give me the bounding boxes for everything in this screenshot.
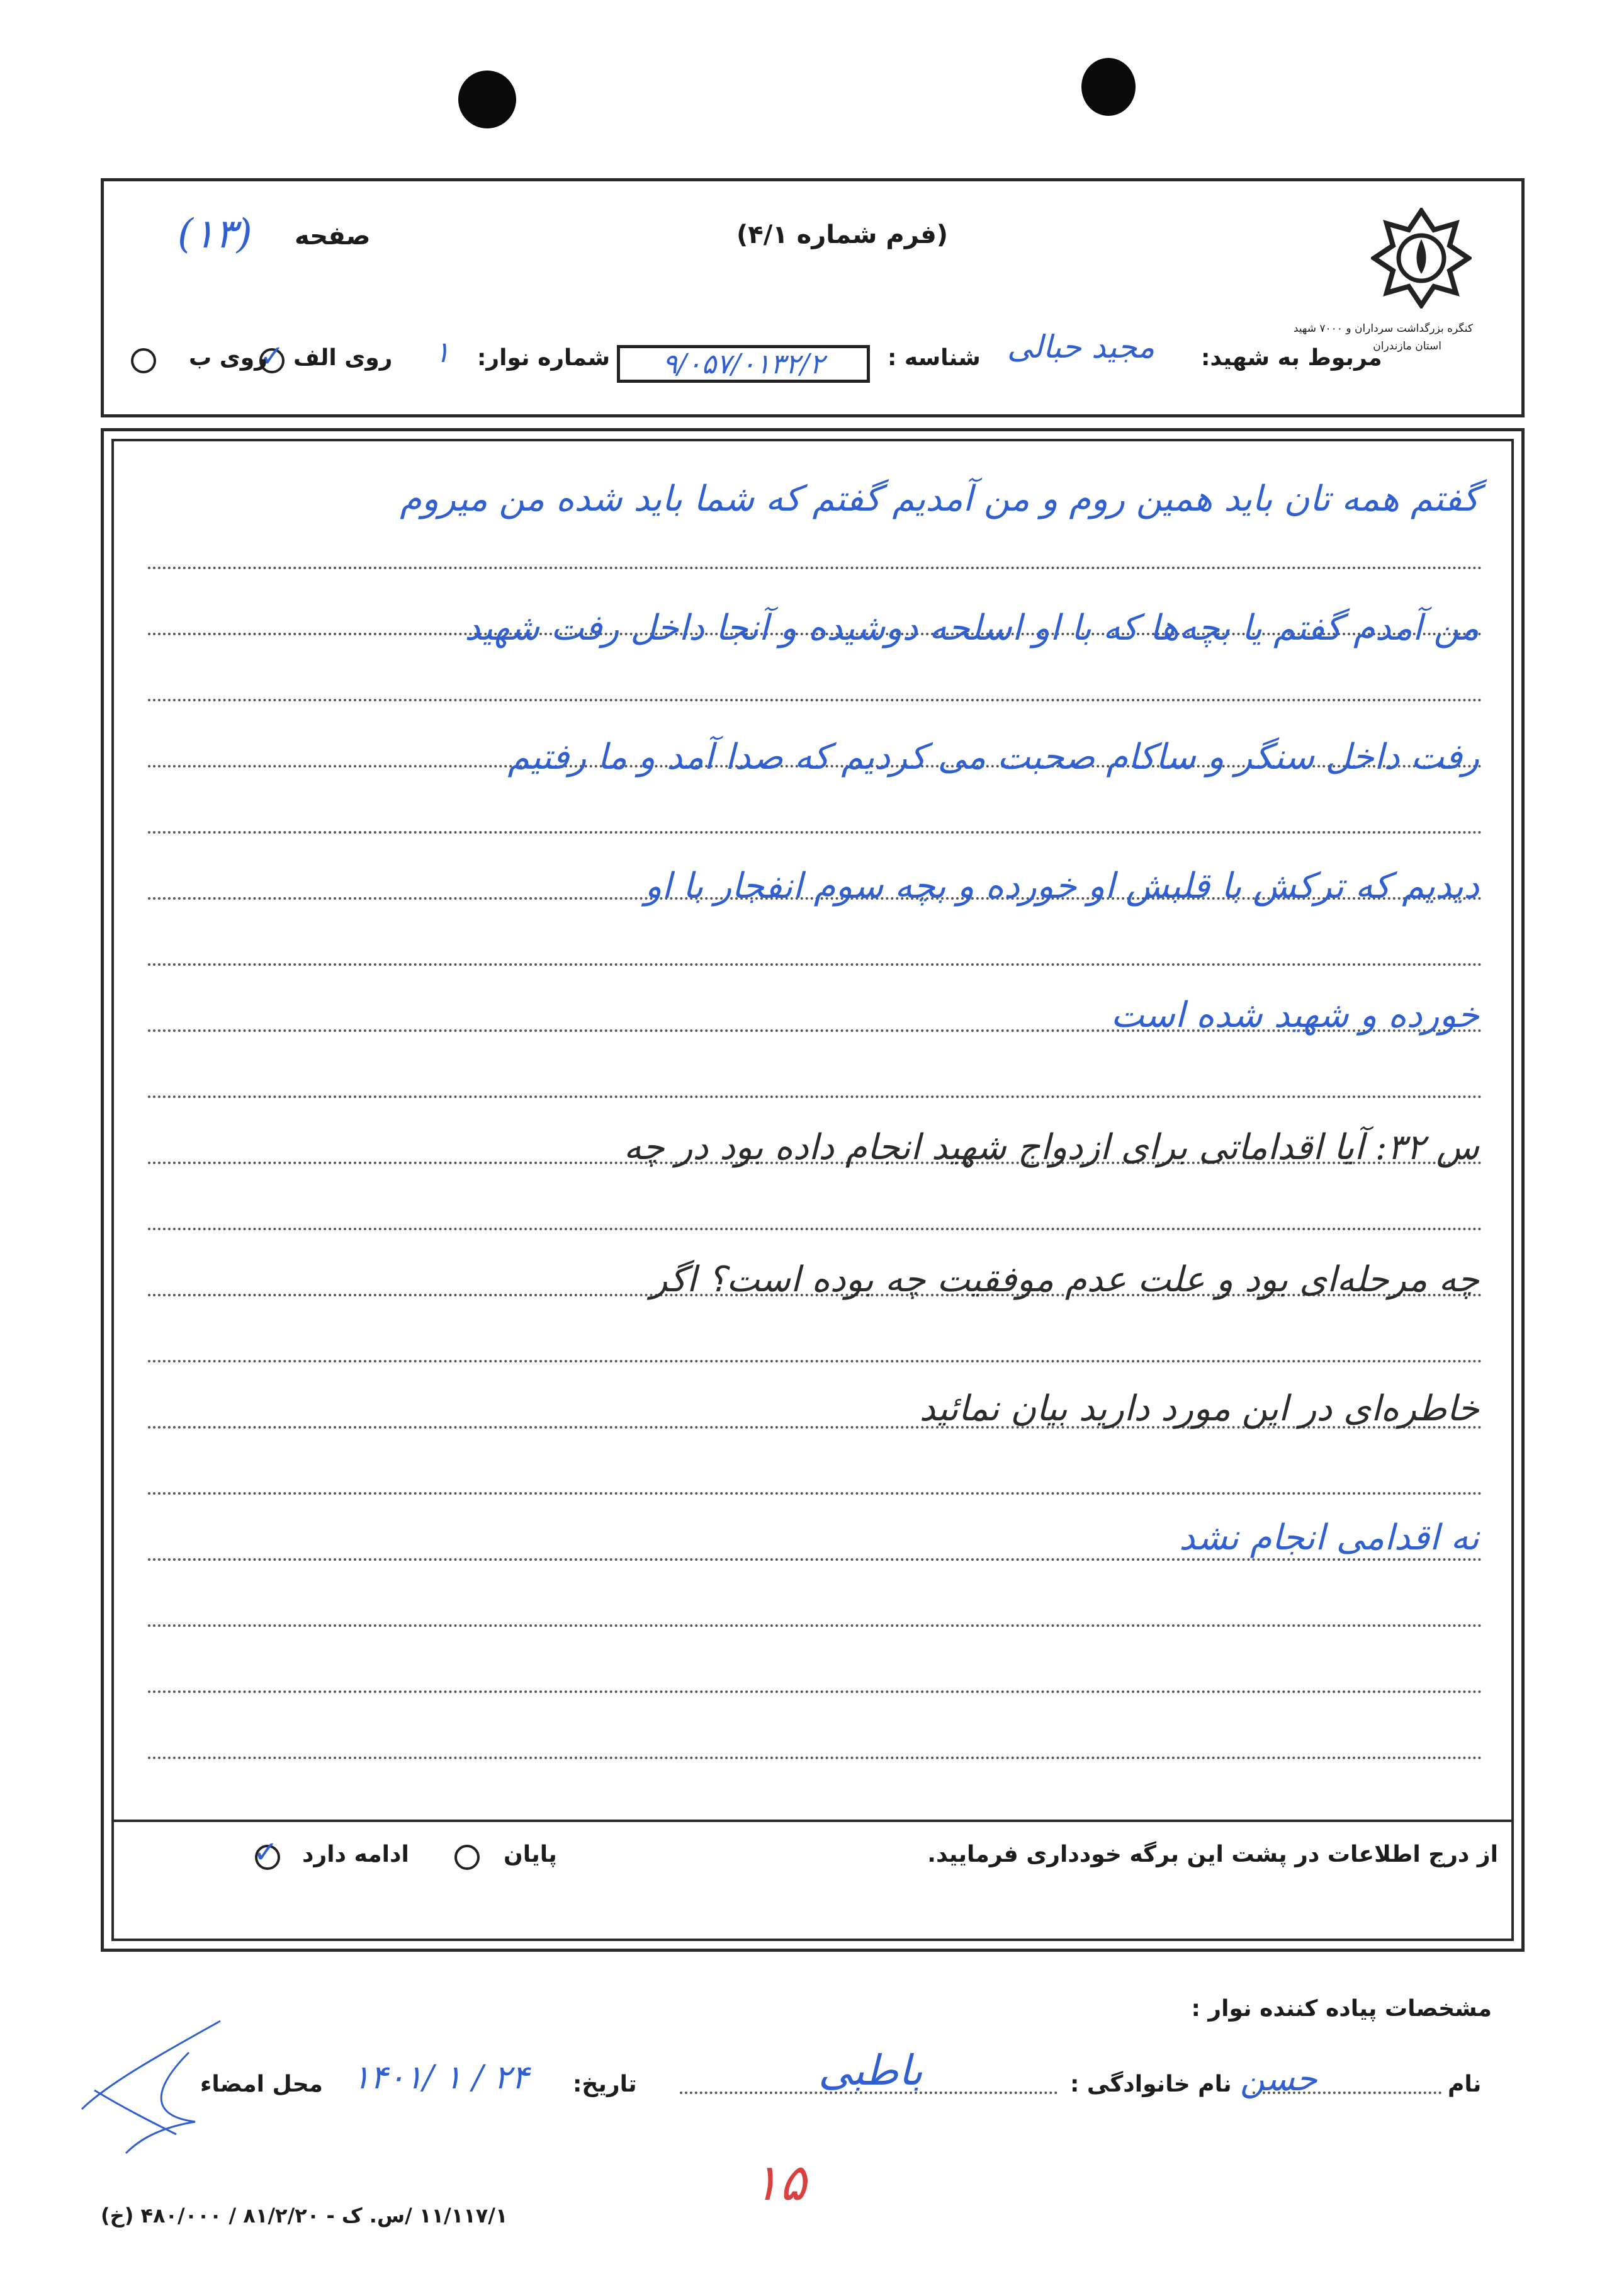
org-name-line2: استان مازندران	[1373, 340, 1441, 353]
family-label: نام خانوادگی :	[1070, 2071, 1232, 2097]
side-a-check-icon: ✓	[259, 339, 285, 374]
rule-line	[148, 831, 1482, 834]
rule-line	[148, 1558, 1482, 1561]
family-value: باطبی	[818, 2046, 923, 2095]
transcriber-title: مشخصات پیاده کننده نوار :	[1191, 1996, 1492, 2022]
page-mark: ۱۵	[752, 2153, 806, 2212]
continue-check-icon: ✓	[253, 1835, 279, 1870]
rule-line	[148, 1360, 1482, 1362]
body-line: خاطره‌ای در این مورد دارید بیان نمائید	[919, 1388, 1479, 1429]
body-line: گفتم همه‌ تان باید همین روم و من آمدیم گفتم که شما باید شده من میروم	[400, 478, 1479, 519]
tape-label: شماره نوار:	[477, 345, 611, 371]
org-name-line1: کنگره بزرگداشت سرداران و ۷۰۰۰ شهید	[1293, 322, 1473, 335]
date-value: ۱۴۰۱/ ۱ / ۲۴	[352, 2059, 529, 2097]
no-back-notice: از درج اطلاعات در پشت این برگه خودداری فرمایید.	[927, 1842, 1498, 1867]
body-line: خورده و شهید شده است	[1110, 995, 1479, 1036]
page-number: (۱۳)	[178, 211, 252, 258]
signature-icon	[69, 2015, 233, 2160]
rule-line	[148, 699, 1482, 701]
side-a-label: روی الف	[293, 345, 393, 371]
rule-line	[148, 1757, 1482, 1759]
martyr-value: مجید حبالی	[1007, 329, 1155, 365]
continue-label: ادامه دارد	[302, 1842, 409, 1867]
org-emblem-icon	[1371, 208, 1472, 309]
id-value: ۹/۰۵۷/۰۱۳۲/۲	[662, 348, 825, 380]
rule-line	[148, 1492, 1482, 1495]
rule-line	[148, 1690, 1482, 1693]
rule-line	[148, 963, 1482, 966]
body-line: نه اقدامی انجام نشد	[1179, 1517, 1479, 1558]
name-label: نام	[1448, 2071, 1482, 2097]
end-label: پایان	[504, 1842, 557, 1867]
body-line: من آمدم گفتم یا بچه‌ها که با او اسلحه دوشیده و آنجا داخل رفت شهید	[464, 608, 1479, 648]
id-label: شناسه :	[888, 345, 981, 371]
body-line: دیدیم که ترکش با قلبش او خورده و بچه سوم انفجار با او	[645, 866, 1479, 907]
end-checkbox[interactable]	[454, 1845, 480, 1870]
date-label: تاریخ:	[573, 2071, 637, 2097]
form-number: (فرم شماره ۴/۱)	[736, 220, 949, 249]
page-label: صفحه	[295, 222, 371, 251]
id-box	[617, 345, 870, 383]
body-line: س ۳۲: آیا اقداماتی برای ازدواج شهید انجام داده بود در چه	[623, 1127, 1479, 1168]
footer-divider	[111, 1820, 1514, 1822]
punch-hole-left	[458, 71, 516, 128]
rule-line	[148, 1624, 1482, 1627]
rule-line	[148, 1228, 1482, 1230]
signature-label: محل امضاء	[200, 2071, 323, 2097]
rule-line	[148, 1096, 1482, 1098]
punch-hole-right	[1081, 58, 1136, 116]
name-value: حسن	[1240, 2059, 1317, 2098]
tape-value: ۱	[434, 335, 450, 369]
body-line: چه مرحله‌ای بود و علت عدم موفقیت چه بوده است؟ اگر	[650, 1259, 1479, 1300]
body-line: رفت داخل سنگر و ساکام صحبت می کردیم که صدا آمد و ما رفتیم	[507, 737, 1479, 778]
form-code: ۱۱/۱۱۷/۱ /س. ک - ۸۱/۲/۲۰ / ۴۸۰/۰۰۰ (خ)	[101, 2204, 508, 2228]
side-b-checkbox[interactable]	[131, 348, 156, 373]
martyr-label: مربوط به شهید:	[1201, 345, 1382, 371]
body-inner-frame	[111, 439, 1514, 1941]
side-b-label: روی ب	[189, 345, 268, 371]
rule-line	[148, 567, 1482, 569]
